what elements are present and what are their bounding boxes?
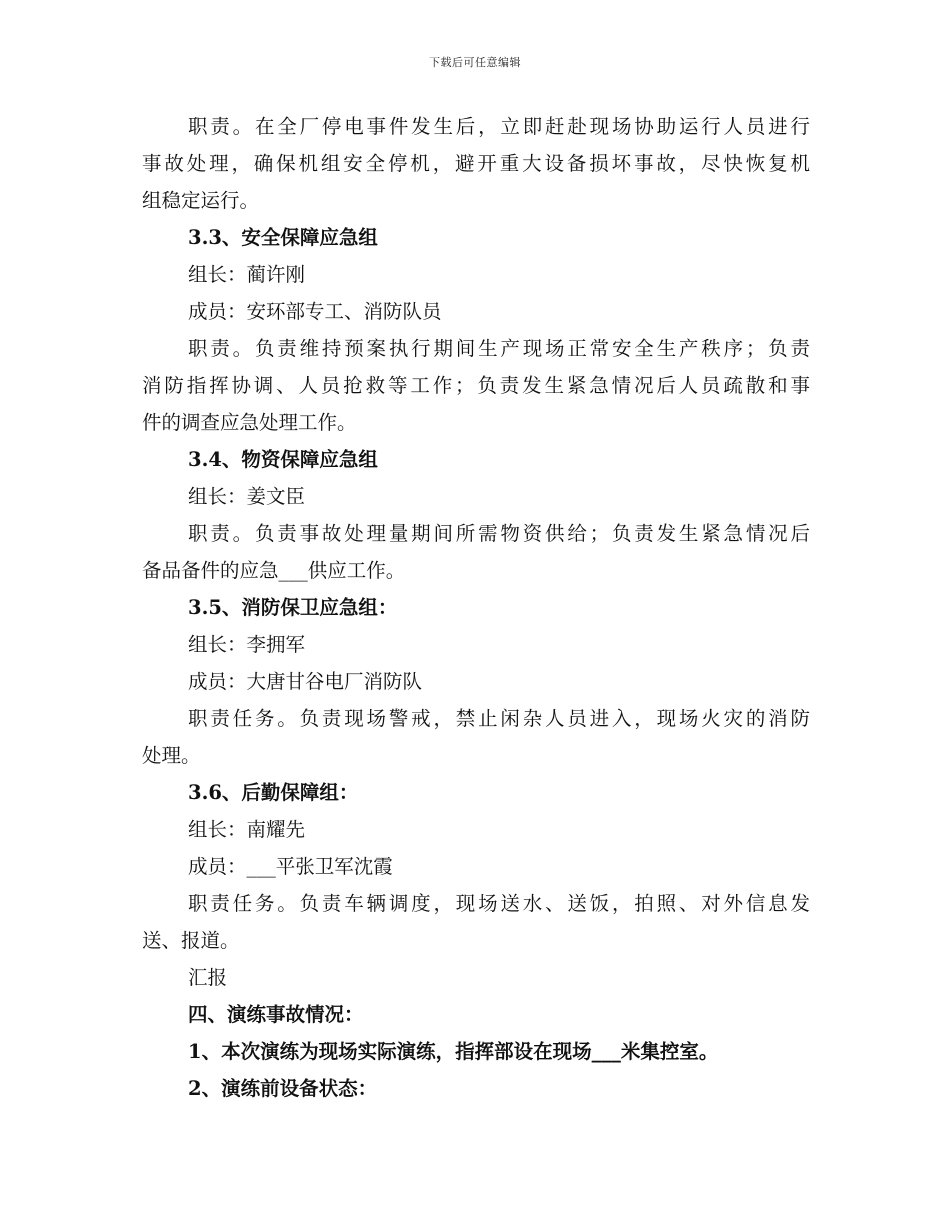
document-body	[142, 108, 810, 1107]
paragraph-line: 职责。负责事故处理量期间所需物资供给；负责发生紧急情况后	[188, 522, 810, 545]
paragraph-line: 组长：南耀先	[188, 818, 306, 841]
numbered-item: 1、本次演练为现场实际演练，指挥部设在现场___米集控室。	[188, 1040, 719, 1063]
paragraph-line: 职责。在全厂停电事件发生后，立即赶赴现场协助运行人员进行	[188, 115, 810, 138]
paragraph-line: 成员：安环部专工、消防队员	[188, 300, 442, 323]
paragraph-line: 消防指挥协调、人员抢救等工作；负责发生紧急情况后人员疏散和事	[142, 374, 810, 397]
numbered-item: 2、演练前设备状态：	[188, 1077, 378, 1100]
section-heading: 3.5、消防保卫应急组：	[188, 596, 398, 619]
paragraph-line: 件的调查应急处理工作。	[142, 411, 357, 434]
paragraph-line: 事故处理，确保机组安全停机，避开重大设备损坏事故，尽快恢复机	[142, 152, 810, 175]
paragraph-line: 组稳定运行。	[142, 189, 260, 212]
paragraph-line: 组长：姜文臣	[188, 485, 306, 508]
paragraph-line: 职责任务。负责现场警戒，禁止闲杂人员进入，现场火灾的消防	[188, 707, 810, 730]
paragraph-line: 汇报	[188, 966, 228, 989]
section-heading: 3.3、安全保障应急组	[188, 226, 378, 249]
paragraph-line: 备品备件的应急___供应工作。	[142, 559, 406, 582]
paragraph-line: 职责。负责维持预案执行期间生产现场正常安全生产秩序；负责	[188, 337, 810, 360]
paragraph-line: 职责任务。负责车辆调度，现场送水、送饭，拍照、对外信息发	[188, 892, 810, 915]
section-heading: 3.6、后勤保障组：	[188, 781, 359, 804]
paragraph-line: 成员：___平张卫军沈霞	[188, 855, 393, 878]
paragraph-line: 成员：大唐甘谷电厂消防队	[188, 670, 423, 693]
paragraph-line: 组长：蔺许刚	[188, 263, 306, 286]
paragraph-line: 组长：李拥军	[188, 633, 306, 656]
section-heading: 四、演练事故情况：	[188, 1003, 364, 1026]
section-heading: 3.4、物资保障应急组	[188, 448, 378, 471]
page-header: 下载后可任意编辑	[429, 56, 521, 69]
paragraph-line: 送、报道。	[142, 929, 240, 952]
paragraph-line: 处理。	[142, 744, 201, 767]
